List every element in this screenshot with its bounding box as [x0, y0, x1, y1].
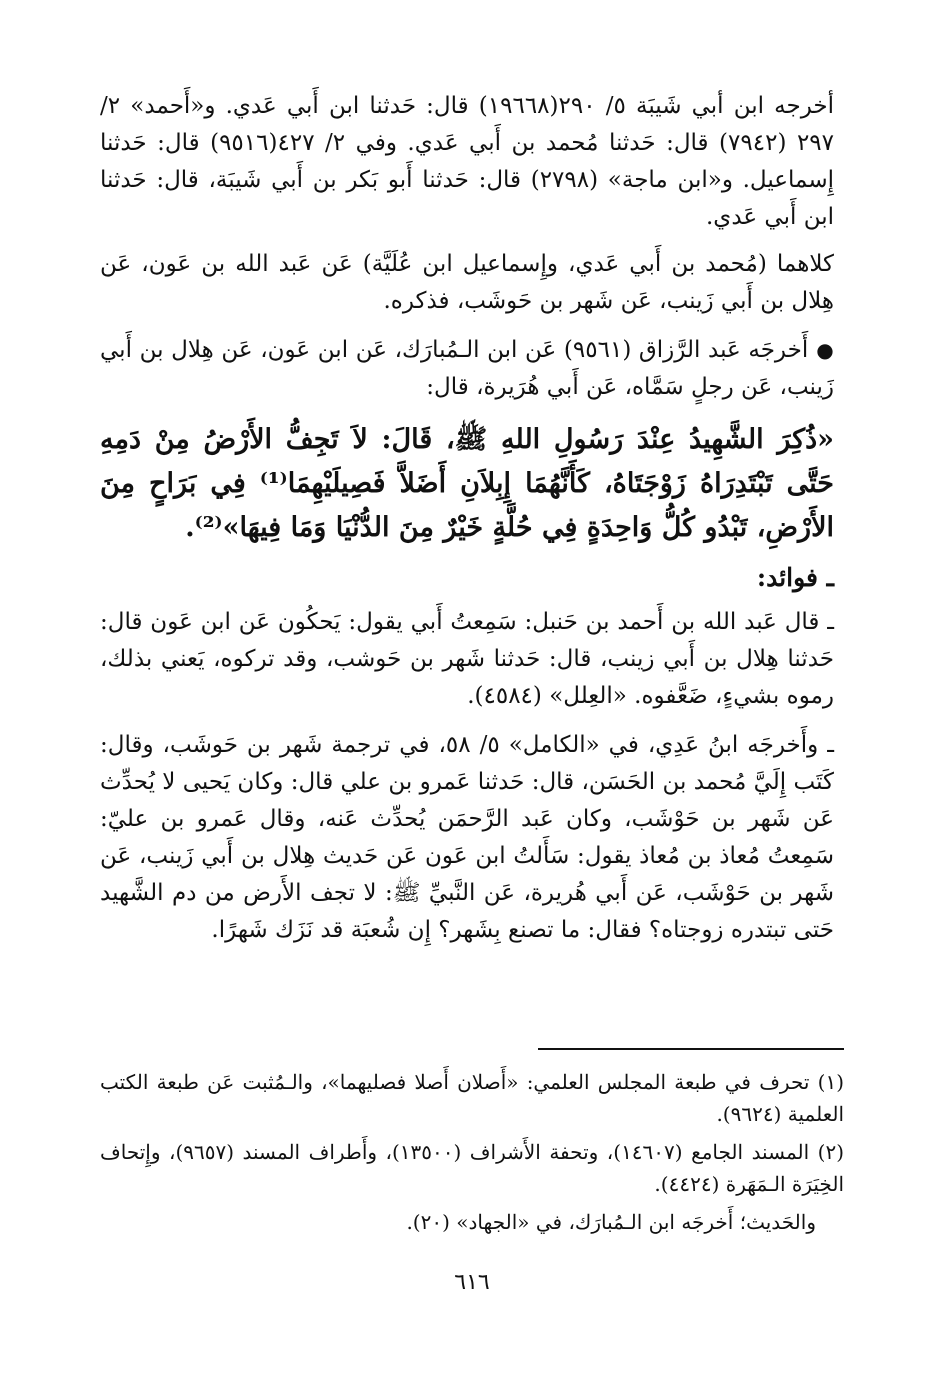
page-number: ٦١٦ — [454, 1270, 490, 1295]
footnote-3: والحَديث؛ أَخرجَه ابن الـمُبارَك، في «الجهاد» (٢٠). — [406, 1210, 816, 1234]
footnote-2: (٢) المسند الجامع (١٤٦٠٧)، وتحفة الأَشراف (١٣٥٠٠)، وأَطراف المسند (٩٦٥٧)، وإِتحاف الخِيَرَة الـمَهَرة (٤٤٢٤). — [100, 1140, 845, 1196]
hadith-text: «ذُكِرَ الشَّهِيدُ عِنْدَ رَسُولِ اللهِ ﷺ، قَالَ: لاَ تَجِفُّ الأَرْضُ مِنْ دَمِهِ حَتَّى تَبْتَدِرَاهُ زَوْجَتَاهُ، كَأَنَّهُمَا إِبِلاَنِ أَضَلاَّ فَصِيلَيْهِمَا⁽¹⁾ فِي بَرَاحٍ مِنَ الأَرْضِ، تَبْدُو كُلُّ وَاحِدَةٍ فِي حُلَّةٍ خَيْرٌ مِنَ الدُّنْيَا وَمَا فِيهَا»⁽²⁾. — [100, 424, 834, 543]
abdurrazzaq-text: أَخرجَه عَبد الرَّزاق (٩٥٦١) عَن ابن الـمُبارَك، عَن ابن عَون، عَن هِلال بن أَبي زَينب، عَن رجلٍ سَمَّاه، عَن أَبي هُرَيرة، قال: — [100, 337, 834, 400]
takhrij-paragraph: أخرجه ابن أبي شَيبَة ٥/ ٢٩٠(١٩٦٦٨) قال: حَدثنا ابن أَبي عَدي. و«أَحمد» ٢/ ٢٩٧ (٧٩٤٢) قال: حَدثنا مُحمد بن أَبي عَدي. وفي ٢/ ٤٢٧(٩٥١٦) قال: حَدثنا إِسماعيل. و«ابن ماجة» (٢٧٩٨) قال: حَدثنا أَبو بَكر بن أَبي شَيبَة، قال: حَدثنا ابن أَبي عَدي. — [100, 93, 834, 230]
footnote-1: (١) تحرف في طبعة المجلس العلمي: «أَصلان أَصلا فصليهما»، والـمُثبت عَن طبعة الكتب العلمية (٩٦٢٤). — [100, 1070, 844, 1126]
bullet-icon: ● — [816, 338, 834, 362]
fawaid-heading: ـ فوائد: — [756, 563, 834, 592]
ilal-paragraph: ـ قال عَبد الله بن أَحمد بن حَنبل: سَمِعتُ أَبي يقول: يَحكُون عَن ابن عَون قال: حَدثنا هِلال بن أَبي زينب، قال: حَدثنا شَهر بن حَوشب، وقد تركوه، يَعني بذلك، رموه بشيءٍ، ضَعَّفوه. «العِلل» (٤٥٨٤). — [100, 609, 834, 709]
abdurrazzaq-paragraph — [100, 332, 834, 406]
kamil-paragraph: ـ وأَخرجَه ابنُ عَدِي، في «الكامل» ٥/ ٥٨، في ترجمة شَهر بن حَوشَب، وقال: كَتَب إِلَيَّ مُحمد بن الحَسَن، قال: حَدثنا عَمرو بن علي قال: وكان يَحيى لا يُحدِّث عَن شَهر بن حَوْشَب، وكان عَبد الرَّحمَن يُحدِّث عَنه، وقال عَمرو بن عليّ: سَمِعتُ مُعاذ بن مُعاذ يقول: سَأَلتُ ابن عَون عَن حَديث هِلال بن أَبي زَينب، عَن شَهر بن حَوْشَب، عَن أَبي هُريرة، عَن النَّبيِّ ﷺ: لا تجف الأَرض من دم الشَّهيد حَتى تبتدره زوجتاه؟ فقال: ما تصنع بِشَهر؟ إِن شُعبَة قد نَزَك شَهرًا. — [100, 732, 834, 943]
footnotes — [100, 1066, 844, 1244]
isnad-paragraph: كلاهما (مُحمد بن أَبي عَدي، وإِسماعيل ابن عُلَيَّة) عَن عَبد الله بن عَون، عَن هِلال بن أَبي زَينب، عَن شَهر بن حَوشَب، فذكره. — [100, 251, 834, 314]
footnote-separator — [538, 1048, 844, 1050]
